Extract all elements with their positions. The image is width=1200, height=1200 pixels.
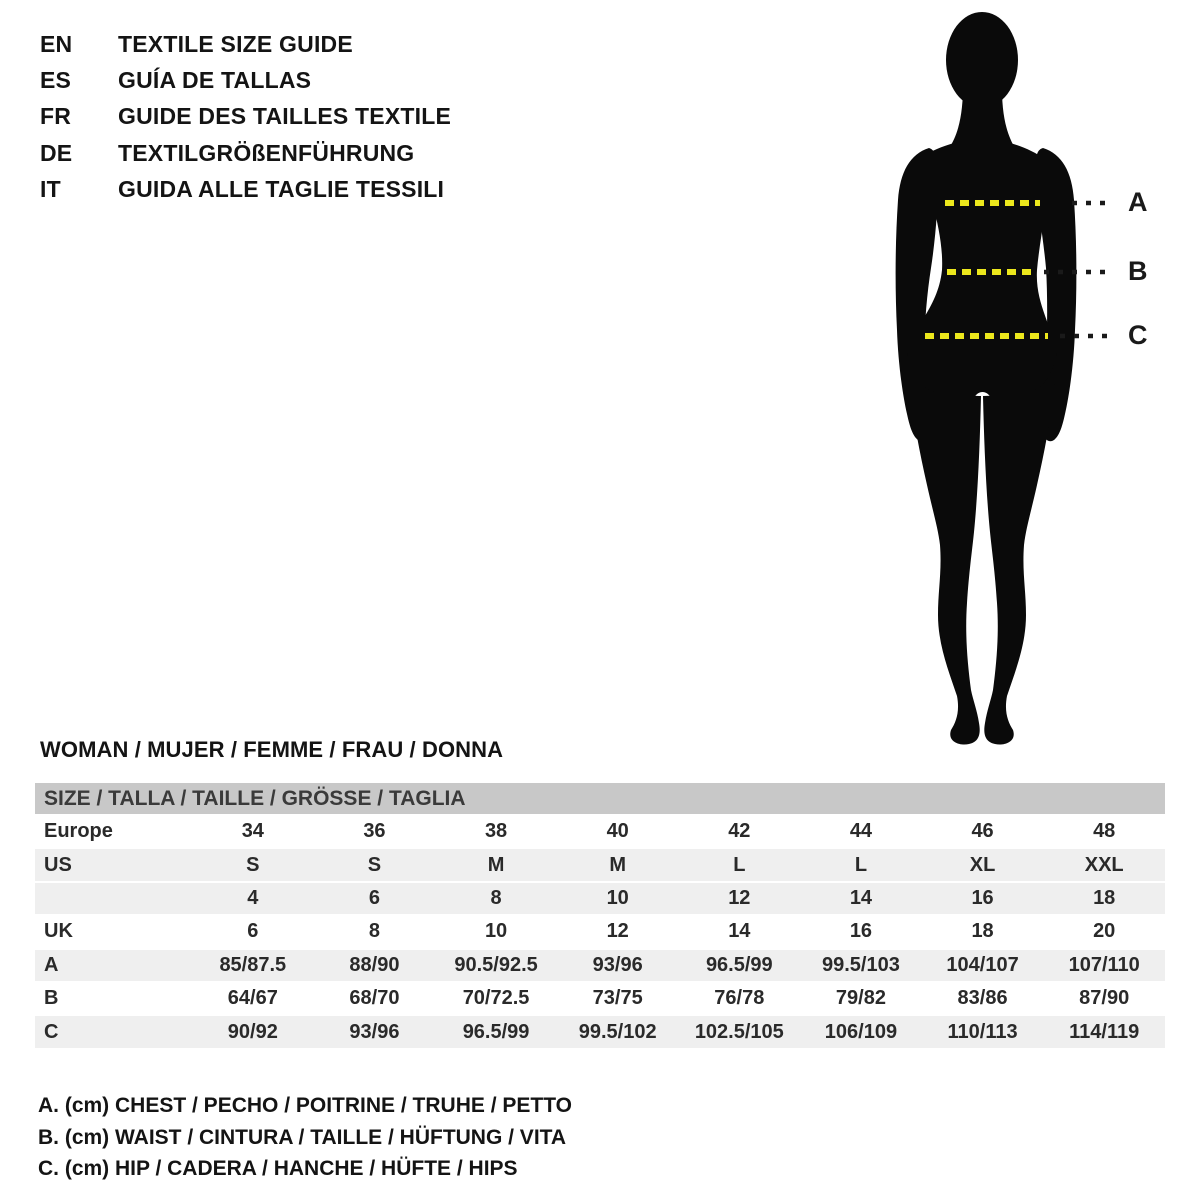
lang-row-en: [40, 26, 451, 62]
size-cell: 18: [971, 920, 994, 943]
gender-heading: WOMAN / MUJER / FEMME / FRAU / DONNA: [40, 737, 504, 762]
size-table-header: SIZE / TALLA / TAILLE / GRÖSSE / TAGLIA: [35, 783, 1165, 816]
size-cell: 48: [1093, 820, 1116, 843]
lang-row-de: [40, 135, 451, 171]
size-cell: 104/107: [946, 953, 1019, 976]
size-cell: L: [733, 853, 746, 876]
size-cell: 20: [1093, 920, 1116, 943]
size-cell: 42: [728, 820, 751, 843]
lang-code: DE: [40, 139, 73, 166]
size-cell: 102.5/105: [694, 1020, 784, 1043]
size-cell: 85/87.5: [219, 953, 287, 976]
row-label: UK: [44, 920, 73, 943]
size-cell: 8: [368, 920, 380, 943]
size-cell: 8: [490, 886, 502, 909]
legend-line-chest: A. (cm) CHEST / PECHO / POITRINE / TRUHE / PETTO: [38, 1094, 573, 1117]
lang-code: ES: [40, 67, 72, 94]
size-cell: 44: [849, 820, 873, 843]
table-row: [35, 849, 1165, 882]
legend-line-waist: B. (cm) WAIST / CINTURA / TAILLE / HÜFTUNG / VITA: [38, 1125, 567, 1149]
size-cell: XL: [969, 853, 996, 876]
table-row: [35, 983, 1165, 1016]
size-cell: 96.5/99: [462, 1020, 530, 1043]
size-cell: 12: [728, 886, 751, 909]
size-cell: 36: [363, 820, 386, 843]
size-cell: 10: [606, 886, 629, 909]
size-cell: 90/92: [227, 1020, 278, 1043]
table-row: [35, 916, 1165, 949]
size-cell: 93/96: [592, 953, 643, 976]
measure-label-a: A: [1128, 187, 1148, 217]
woman-silhouette: [896, 12, 1077, 744]
legend-line-hip: C. (cm) HIP / CADERA / HANCHE / HÜFTE / HIPS: [38, 1157, 518, 1181]
lang-row-it: [40, 172, 451, 208]
size-cell: 110/113: [947, 1020, 1018, 1043]
size-cell: 107/110: [1068, 953, 1140, 976]
size-cell: 83/86: [957, 987, 1008, 1010]
size-cell: 10: [484, 920, 508, 943]
size-cell: M: [487, 853, 505, 876]
table-row: [35, 816, 1165, 849]
lang-title: GUIDA ALLE TAGLIE TESSILI: [118, 176, 445, 203]
size-cell: 6: [368, 886, 380, 909]
size-cell: 64/67: [227, 987, 278, 1010]
size-cell: 93/96: [349, 1020, 400, 1043]
measure-label-c: C: [1128, 320, 1148, 350]
measure-label-b: B: [1128, 256, 1148, 286]
table-row: [35, 883, 1165, 916]
size-cell: L: [854, 853, 868, 876]
size-cell: 18: [1093, 886, 1116, 909]
row-label: A: [44, 953, 59, 976]
lang-title: TEXTILGRÖßENFÜHRUNG: [118, 139, 415, 166]
size-cell: 99.5/103: [822, 953, 900, 976]
size-cell: 90.5/92.5: [454, 953, 538, 976]
size-cell: 79/82: [835, 987, 886, 1010]
lang-title: GUÍA DE TALLAS: [118, 67, 312, 94]
table-row: [35, 1016, 1165, 1049]
lang-code: EN: [40, 30, 73, 57]
size-cell: 73/75: [592, 987, 643, 1010]
size-cell: 16: [849, 920, 873, 943]
size-table-rows: [35, 816, 1165, 1050]
size-cell: 99.5/102: [578, 1020, 657, 1043]
row-label: Europe: [44, 820, 113, 843]
size-cell: 87/90: [1079, 987, 1130, 1010]
size-cell: 68/70: [349, 987, 400, 1010]
language-title-list: [40, 26, 451, 208]
size-cell: 38: [484, 820, 508, 843]
size-cell: 34: [241, 820, 264, 843]
size-cell: 40: [606, 820, 629, 843]
size-cell: 88/90: [349, 953, 400, 976]
lang-row-es: [40, 62, 451, 98]
measurement-legend: [38, 1090, 572, 1185]
size-cell: 14: [728, 920, 751, 943]
silhouette-left-leg: [907, 350, 981, 744]
size-cell: 12: [606, 920, 629, 943]
row-label: US: [44, 853, 72, 876]
size-cell: 70/72.5: [462, 987, 530, 1010]
size-cell: S: [246, 853, 260, 876]
measurement-figure: [850, 0, 1115, 750]
size-cell: 114/119: [1069, 1020, 1140, 1043]
size-cell: 96.5/99: [705, 953, 773, 976]
lang-title: TEXTILE SIZE GUIDE: [118, 30, 353, 57]
size-cell: 14: [849, 886, 873, 909]
row-label: B: [44, 987, 59, 1010]
size-cell: 4: [247, 886, 259, 909]
size-cell: 46: [971, 820, 994, 843]
table-row: [35, 950, 1165, 983]
size-cell: 76/78: [714, 987, 765, 1010]
lang-title: GUIDE DES TAILLES TEXTILE: [118, 103, 451, 130]
size-cell: S: [367, 853, 382, 876]
lang-code: FR: [40, 103, 72, 130]
lang-code: IT: [40, 176, 61, 203]
lang-row-fr: [40, 99, 451, 135]
size-cell: 16: [971, 886, 994, 909]
size-cell: M: [609, 853, 627, 876]
size-cell: XXL: [1084, 853, 1124, 876]
size-cell: 6: [247, 920, 259, 943]
size-table: [35, 783, 1165, 1050]
size-cell: 106/109: [824, 1020, 898, 1043]
silhouette-right-leg: [983, 350, 1057, 744]
woman-silhouette-svg: [850, 0, 1115, 750]
row-label: C: [44, 1020, 59, 1043]
